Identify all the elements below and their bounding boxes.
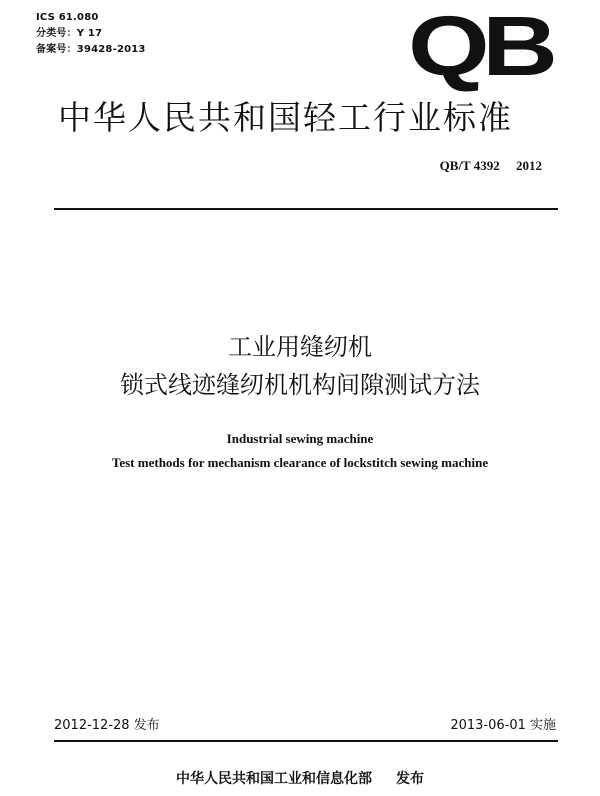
filing-number: 备案号：39428-2013 xyxy=(36,44,146,55)
chinese-title-line-2: 锁式线迹缝纫机机构间隙测试方法 xyxy=(120,371,480,399)
ics-code: ICS 61.080 xyxy=(36,12,99,23)
publisher-line xyxy=(0,770,600,788)
english-title-line-2: Test methods for mechanism clearance of lockstitch sewing machine xyxy=(111,455,489,470)
standard-code: QB/T 4392 2012 xyxy=(439,158,542,173)
publish-label: 发布 xyxy=(396,771,424,787)
issue-date: 2012-12-28 发布 xyxy=(54,718,160,733)
english-title-line-1: Industrial sewing machine xyxy=(226,431,374,446)
publisher-name: 中华人民共和国工业和信息化部 xyxy=(176,771,372,787)
bottom-divider xyxy=(54,740,558,742)
implementation-date: 2013-06-01 实施 xyxy=(450,718,556,733)
chinese-title-line-1: 工业用缝纫机 xyxy=(228,333,372,361)
top-divider xyxy=(54,208,558,210)
classification-number: 分类号：Y 17 xyxy=(36,28,103,39)
standard-category-title: 中华人民共和国轻工行业标准 xyxy=(58,98,513,137)
qb-logo: QB xyxy=(408,0,551,93)
